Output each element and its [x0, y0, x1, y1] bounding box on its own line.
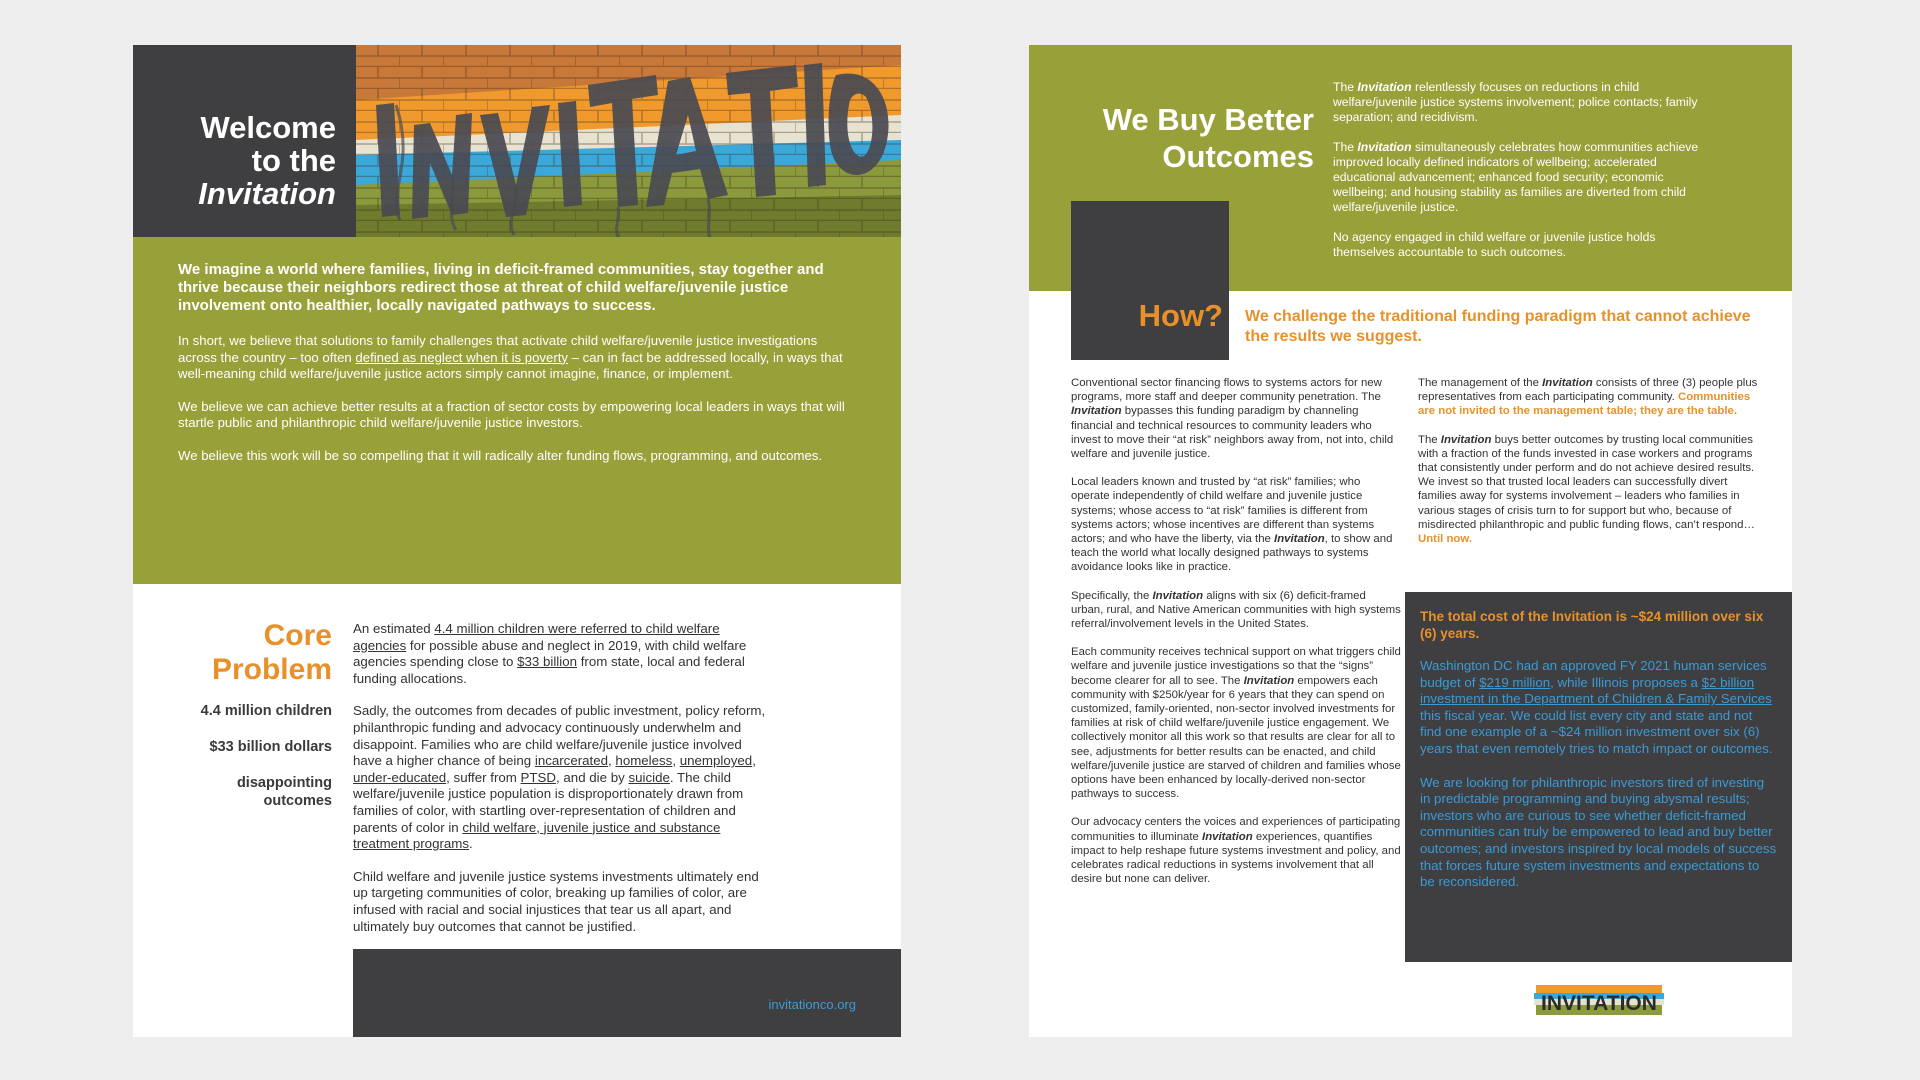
core-problem-body: [353, 621, 768, 951]
stat-children: 4.4 million children: [200, 703, 332, 719]
intro-paragraph-3: We believe this work will be so compelling that it will radically alter funding flows, programming, and outcomes.: [178, 447, 823, 463]
intro-paragraph-2: We believe we can achieve better results at a fraction of sector costs by empowering local leaders in ways that will startle public and philanthropic child welfare/juvenile justice investors.: [178, 398, 845, 430]
cost-paragraph-1: Washington DC had an approved FY 2021 human services budget of $219 million, while Illinois proposes a $2 billion investment in the Department of Children & Family Services this fiscal year. We could list every city and state and not find one example of a ~$24 million investment over six (6) years that even remotely tries to match impact or outcomes.: [1420, 658, 1773, 756]
intro-paragraph-1: The Invitation relentlessly focuses on reductions in child welfare/juvenile justice systems involvement; police contacts; family separation; and recidivism.: [1333, 80, 1698, 124]
link-homeless[interactable]: homeless: [615, 753, 673, 769]
link-4-4-million-children[interactable]: 4.4 million children were referred to child welfare agencies: [353, 621, 720, 653]
core-paragraph-1: An estimated 4.4 million children were referred to child welfare agencies for possible abuse and neglect in 2019, with child welfare agencies spending close to $33 billion from state, local and federal funding allocations.: [353, 621, 747, 686]
graffiti-wall-illustration: [356, 45, 901, 237]
cost-heading: The total cost of the Invitation is ~$24 million over six (6) years.: [1420, 609, 1764, 641]
link-suicide[interactable]: suicide: [628, 769, 670, 785]
cost-box: [1405, 592, 1792, 962]
link-2-billion-dcfs[interactable]: $2 billion investment in the Department of Children & Family Services: [1420, 674, 1772, 707]
stats-list: [201, 702, 332, 828]
left-column: [1071, 376, 1401, 901]
link-unemployed[interactable]: unemployed: [679, 753, 753, 769]
page-title: Welcome to the Invitation: [198, 110, 336, 211]
svg-text:INVITATION: INVITATION: [1541, 992, 1657, 1015]
how-heading: How?: [1138, 298, 1223, 333]
core-problem-heading: Core Problem: [211, 619, 332, 686]
core-paragraph-3: Child welfare and juvenile justice systems investments ultimately end up targeting communities of color, breaking up families of color, are infused with racial and social injustices that tear us all apart, and ultimately buy outcomes that cannot be justified.: [353, 868, 759, 934]
link-neglect-poverty[interactable]: defined as neglect when it is poverty: [355, 349, 568, 365]
intro-paragraph-1: In short, we believe that solutions to family challenges that activate child welfare/juvenile justice investigations across the country – too often defined as neglect when it is poverty – can in fact be addressed locally, in ways that well-meaning child welfare/juvenile justice actors simply cannot imagine, finance, or implement.: [178, 333, 843, 381]
intro-paragraph-3: No agency engaged in child welfare or juvenile justice holds themselves accountable to such outcomes.: [1333, 230, 1656, 259]
left-paragraph-2: Local leaders known and trusted by “at risk” families; who operate independently of child welfare and juvenile justice systems; whose access to “at risk” families is different from systems actors; whose incentives are different than systems actors; and who have the liberty, via the Invitation, to show and teach the world what locally designed pathways to systems avoidance looks like in practice.: [1071, 476, 1393, 574]
page-footer: [353, 949, 901, 1037]
cost-paragraph-2: We are looking for philanthropic investors tired of investing in predictable programming and buying abysmal results; investors who are curious to see whether deficit-framed communities can truly be empowered to lead and buy better outcomes; and investors inspired by local models of success that forces future system investments and expectations to be reconsidered.: [1420, 774, 1777, 890]
svg-text:INVITATION: INVITATION: [622, 144, 634, 146]
left-paragraph-4: Each community receives technical support on what triggers child welfare and juvenile justice investigations so that the “signs” become clearer for all to see. The Invitation empowers each community with $250k/year for 6 years that they can spend on customized, family-oriented, non-sector involved investments for families at risk of child welfare/juvenile justice engagement. We collectively monitor all this work so that results are clear for all to see, adjustments for better results can be enacted, and child welfare/juvenile justice are starved of children and families whose options have been enhanced by locally-derived non-sector pathways to success.: [1071, 646, 1401, 801]
title-block: [133, 45, 356, 237]
intro-paragraph-2: The Invitation simultaneously celebrates how communities achieve improved locally defined indicators of wellbeing; accelerated educational advancement; enhanced food security; economic wellbeing; and housing stability as families are diverted from child welfare/juvenile justice.: [1333, 140, 1699, 214]
website-link[interactable]: invitationco.org: [768, 997, 856, 1012]
page-one: [133, 45, 901, 1037]
page-two: [1029, 45, 1792, 1037]
page-title: We Buy Better Outcomes: [1102, 102, 1314, 174]
intro-lead: We imagine a world where families, living in deficit-framed communities, stay together and thrive because their neighbors redirect those at threat of child welfare/juvenile justice involvement onto healthier, locally navigated pathways to success.: [178, 261, 824, 314]
right-paragraph-2: The Invitation buys better outcomes by trusting local communities with a fraction of the funds invested in case workers and programs that consistently under perform and do not achieve desired results. We invest so that trusted local leaders can successfully divert families away for systems involvement – leaders who families in various stages of crisis turn to for support but who, because of misdirected philanthropic and public funding flows, can’t respond… Until now.: [1418, 433, 1755, 546]
invitation-logo: [1532, 979, 1666, 1019]
core-paragraph-2: Sadly, the outcomes from decades of public investment, policy reform, philanthropic funding and advocacy continuously underwhelm and disappoint. Families who are child welfare/juvenile justice involved have a higher chance of being incarcerated, homeless, unemployed, under-educated, suffer from PTSD, and die by suicide. The child welfare/juvenile justice population is disproportionately drawn from families of color, with startling over-representation of children and parents of color in child welfare, juvenile justice and substance treatment programs.: [353, 703, 766, 852]
stat-dollars: $33 billion dollars: [209, 739, 332, 755]
right-paragraph-1: The management of the Invitation consists of three (3) people plus representatives from each participating community. Communities are not invited to the management table; they are the table.: [1418, 377, 1758, 418]
outcomes-intro: [1333, 80, 1718, 275]
link-under-educated[interactable]: under-educated: [353, 769, 447, 785]
stat-outcomes: disappointing outcomes: [236, 775, 332, 809]
left-paragraph-3: Specifically, the Invitation aligns with six (6) deficit-framed urban, rural, and Native American communities with high systems referral/involvement levels in the United States.: [1071, 589, 1401, 631]
link-ptsd[interactable]: PTSD: [520, 769, 557, 785]
left-paragraph-1: Conventional sector financing flows to systems actors for new programs, more staff and deeper community penetration. The Invitation bypasses this funding paradigm by channeling financial and technical resources to community leaders who invest to move their “at risk” neighbors away from, not into, child welfare and juvenile justice.: [1071, 377, 1394, 461]
right-column: [1418, 376, 1758, 560]
left-paragraph-5: Our advocacy centers the voices and experiences of participating communities to illuminate Invitation experiences, quantifies impact to help reshape future systems investment and policy, and celebrates radical reductions in systems involvement that all desire but none can deliver.: [1071, 816, 1401, 886]
how-block: [1071, 201, 1229, 360]
link-incarcerated[interactable]: incarcerated: [534, 753, 609, 769]
how-subheading: We challenge the traditional funding paradigm that cannot achieve the results we suggest.: [1245, 308, 1751, 345]
link-treatment-programs[interactable]: child welfare, juvenile justice and substance treatment programs: [353, 819, 721, 852]
hero-graffiti-image: [356, 45, 901, 237]
link-33-billion[interactable]: $33 billion: [517, 654, 577, 670]
link-219-million[interactable]: $219 million: [1479, 674, 1551, 690]
logo-mark: [1532, 979, 1666, 1019]
intro-green-block: [133, 237, 901, 584]
